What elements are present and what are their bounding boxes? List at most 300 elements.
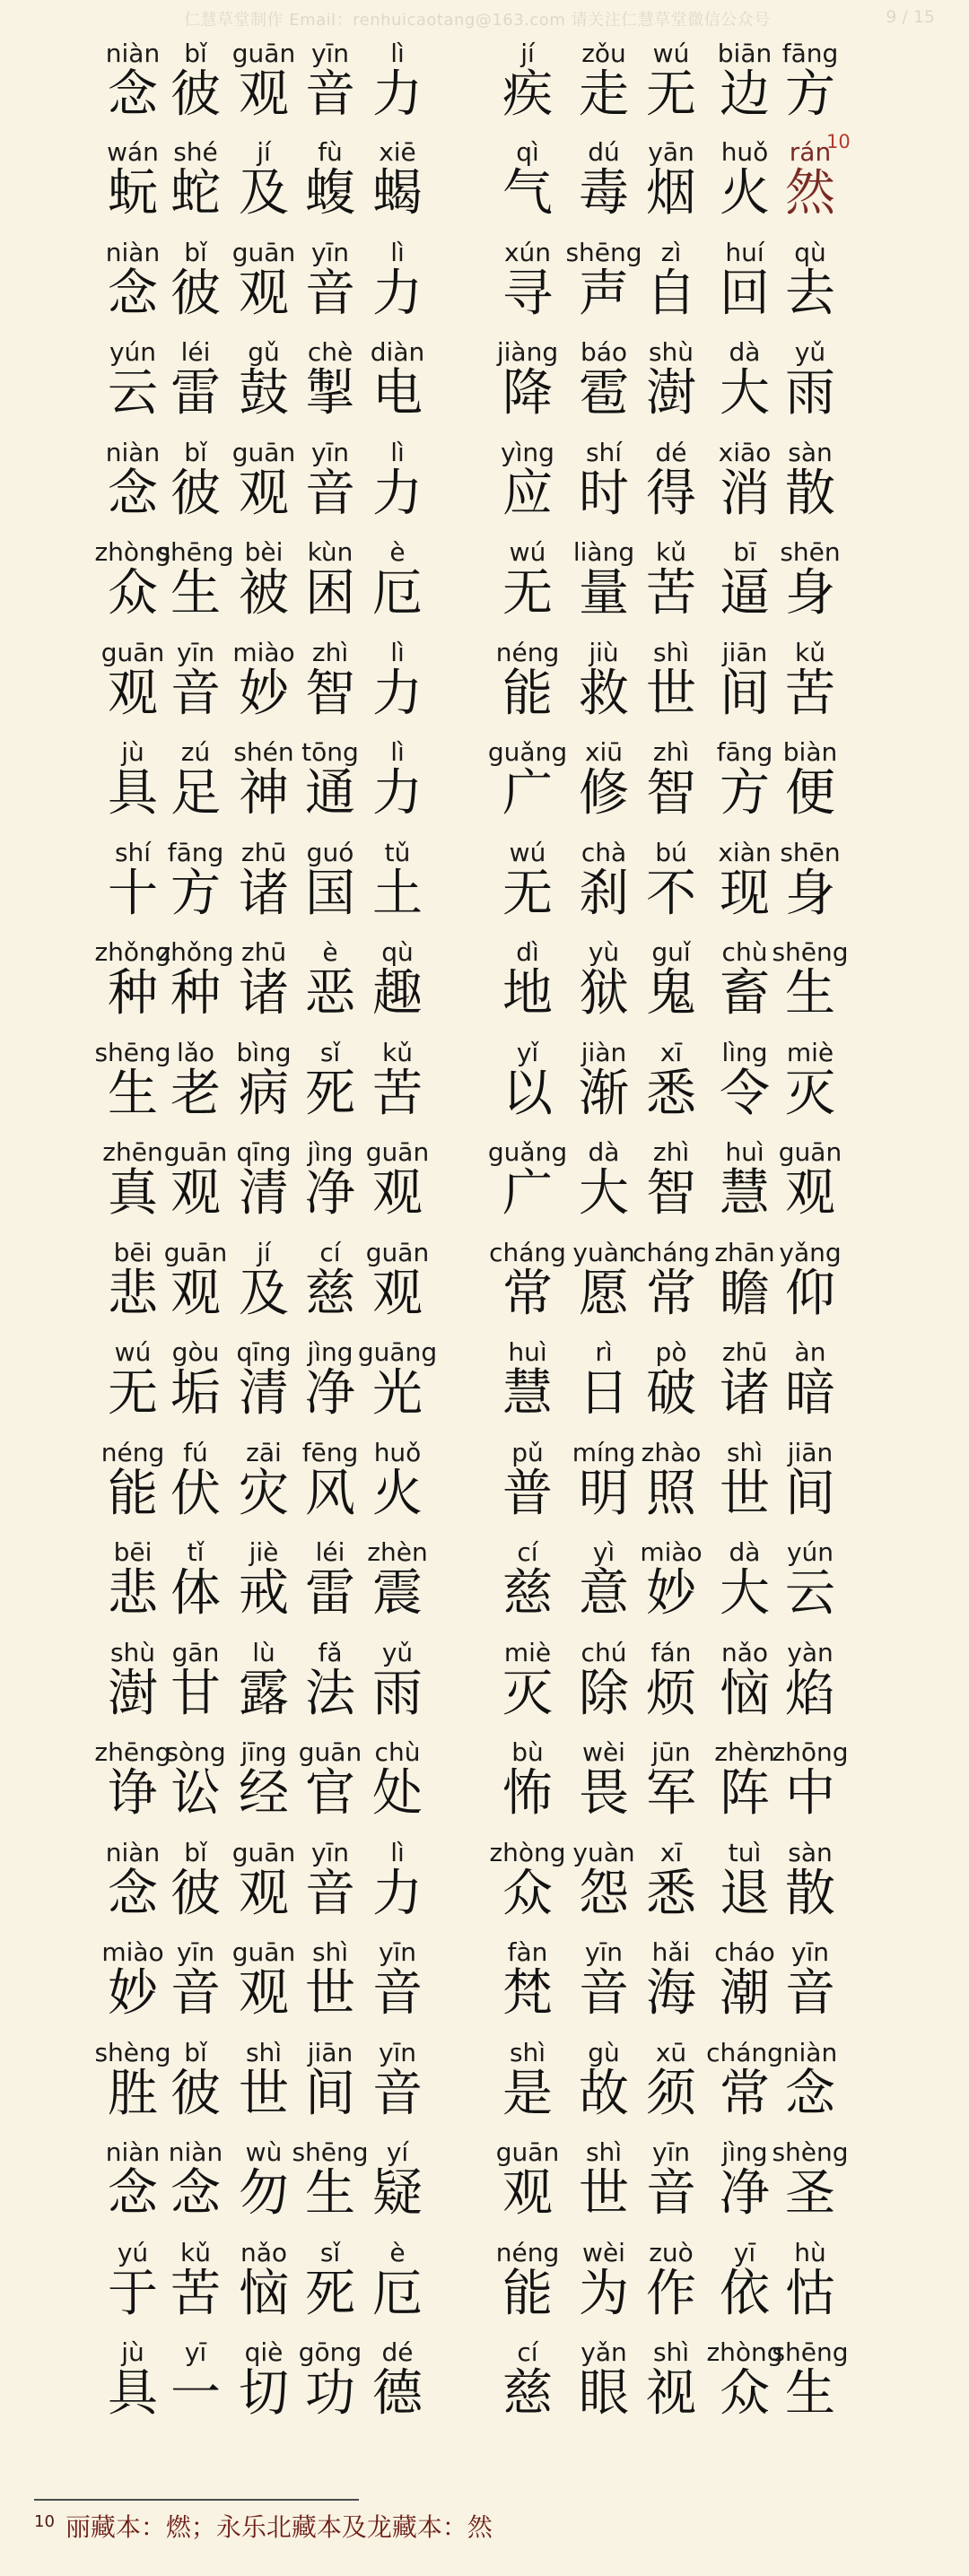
hanzi: 彼 <box>170 464 221 523</box>
pinyin: yīn <box>378 1937 417 1967</box>
pinyin: yù <box>588 937 620 967</box>
pinyin: lǎo <box>176 1037 215 1067</box>
hanzi: 烦 <box>646 1664 696 1723</box>
pinyin: guǐ <box>651 937 691 967</box>
hanzi: 清 <box>239 1364 289 1423</box>
hanzi: 不 <box>646 864 696 923</box>
verse-row <box>0 1335 969 1435</box>
verse-row <box>0 1935 969 2035</box>
hanzi: 观 <box>108 664 158 723</box>
pinyin: fán <box>650 1637 692 1667</box>
hanzi: 间 <box>720 664 770 723</box>
hanzi: 德 <box>372 2364 423 2423</box>
footnote-reference: 10 <box>826 131 851 152</box>
pinyin: shí <box>585 437 623 467</box>
pinyin: jiān <box>307 2037 354 2067</box>
pinyin: yīn <box>310 39 350 68</box>
pinyin: xū <box>655 2037 687 2067</box>
pinyin: yīn <box>584 1937 624 1967</box>
verse-row <box>0 2035 969 2136</box>
footnote-number: 10 <box>34 2511 55 2531</box>
pinyin: fāng <box>716 737 773 767</box>
pinyin: bú <box>655 837 687 867</box>
hanzi: 病 <box>239 1064 289 1123</box>
hanzi: 彼 <box>170 65 221 124</box>
hanzi: 观 <box>239 65 289 124</box>
hanzi: 老 <box>170 1064 221 1123</box>
verse-row <box>0 1135 969 1235</box>
hanzi: 气 <box>502 164 553 222</box>
hanzi: 净 <box>305 1364 355 1423</box>
hanzi: 依 <box>720 2264 770 2323</box>
pinyin: rì <box>595 1337 613 1367</box>
hanzi: 是 <box>502 2064 553 2123</box>
pinyin: guān <box>495 2137 560 2167</box>
pinyin: jí <box>257 137 271 167</box>
hanzi: 具 <box>108 764 158 822</box>
pinyin: bēi <box>113 1537 153 1567</box>
pinyin: shēng <box>772 2337 849 2367</box>
pinyin: zhān <box>714 1237 775 1267</box>
hanzi: 妙 <box>239 664 289 723</box>
hanzi: 广 <box>502 1164 553 1223</box>
hanzi: 常 <box>502 1264 553 1323</box>
pinyin: yǐ <box>516 1037 539 1067</box>
hanzi: 渐 <box>579 1064 629 1123</box>
hanzi: 广 <box>502 764 553 822</box>
hanzi: 雨 <box>372 1664 423 1723</box>
pinyin: miè <box>786 1037 834 1067</box>
hanzi: 音 <box>579 1964 629 2023</box>
pinyin: jiè <box>249 1537 279 1567</box>
hanzi: 散 <box>785 464 835 523</box>
hanzi: 观 <box>372 1264 423 1323</box>
pinyin: miào <box>232 637 295 667</box>
pinyin: shēn <box>780 837 841 867</box>
pinyin: yún <box>786 1537 834 1567</box>
hanzi: 蝎 <box>372 164 423 222</box>
pinyin: zhēng <box>94 1737 171 1767</box>
hanzi: 生 <box>785 2364 835 2423</box>
hanzi: 退 <box>720 1864 770 1923</box>
hanzi: 慈 <box>502 1564 553 1623</box>
pinyin: yún <box>109 337 157 367</box>
pinyin: zhào <box>641 1437 702 1467</box>
hanzi: 胜 <box>108 2064 158 2123</box>
hanzi: 风 <box>305 1464 355 1523</box>
pinyin: shì <box>509 2037 546 2067</box>
hanzi: 梵 <box>502 1964 553 2023</box>
pinyin: è <box>322 937 338 967</box>
hanzi: 悉 <box>646 1064 696 1123</box>
pinyin: shèng <box>94 2037 171 2067</box>
hanzi: 厄 <box>372 2264 423 2323</box>
pinyin: báo <box>580 337 628 367</box>
pinyin: qù <box>381 937 414 967</box>
hanzi: 震 <box>372 1564 423 1623</box>
pinyin: guān <box>231 437 296 467</box>
hanzi: 死 <box>305 2264 355 2323</box>
hanzi: 军 <box>646 1764 696 1823</box>
hanzi: 畜 <box>720 964 770 1023</box>
pinyin: zhì <box>652 1137 690 1167</box>
hanzi: 于 <box>108 2264 158 2323</box>
pinyin: bèi <box>244 537 284 567</box>
pinyin: wú <box>652 39 690 68</box>
pinyin: zǒu <box>581 39 626 68</box>
hanzi: 念 <box>108 2164 158 2223</box>
pinyin: huǒ <box>720 137 769 167</box>
verse-row <box>0 535 969 635</box>
hanzi: 力 <box>372 1864 423 1923</box>
hanzi: 厄 <box>372 564 423 622</box>
pinyin: néng <box>100 1437 165 1467</box>
hanzi: 智 <box>305 664 355 723</box>
pinyin: jù <box>121 737 144 767</box>
hanzi: 澍 <box>646 364 696 422</box>
pinyin: lù <box>252 1637 275 1667</box>
hanzi: 音 <box>305 264 355 323</box>
hanzi: 作 <box>646 2264 696 2323</box>
hanzi: 无 <box>108 1364 158 1423</box>
pinyin: léi <box>180 337 211 367</box>
pinyin: niàn <box>105 2137 161 2167</box>
hanzi: 十 <box>108 864 158 923</box>
hanzi: 去 <box>785 264 835 323</box>
hanzi: 方 <box>785 65 835 124</box>
pinyin: jūn <box>651 1737 691 1767</box>
hanzi: 眼 <box>579 2364 629 2423</box>
hanzi: 法 <box>305 1664 355 1723</box>
hanzi: 观 <box>239 464 289 523</box>
hanzi: 伏 <box>170 1464 221 1523</box>
pinyin: sòng <box>165 1737 226 1767</box>
hanzi: 及 <box>239 1264 289 1323</box>
pinyin: zú <box>180 737 211 767</box>
hanzi: 悲 <box>108 1564 158 1623</box>
hanzi: 便 <box>785 764 835 822</box>
hanzi: 讼 <box>170 1764 221 1823</box>
pinyin: shì <box>585 2137 623 2167</box>
pinyin: guǎng <box>487 1137 568 1167</box>
hanzi: 诸 <box>239 864 289 923</box>
hanzi: 大 <box>720 364 770 422</box>
verse-row <box>0 135 969 235</box>
hanzi: 须 <box>646 2064 696 2123</box>
verse-row <box>0 2235 969 2336</box>
pinyin: niàn <box>168 2137 223 2167</box>
hanzi: 种 <box>170 964 221 1023</box>
pinyin: tōng <box>301 737 359 767</box>
hanzi: 能 <box>502 664 553 723</box>
pinyin: lì <box>390 39 405 68</box>
hanzi: 量 <box>579 564 629 622</box>
pinyin: kǔ <box>656 537 686 567</box>
hanzi: 阵 <box>720 1764 770 1823</box>
hanzi: 困 <box>305 564 355 622</box>
hanzi: 观 <box>372 1164 423 1223</box>
hanzi: 火 <box>372 1464 423 1523</box>
hanzi: 真 <box>108 1164 158 1223</box>
pinyin: yān <box>648 137 694 167</box>
pinyin: xiàn <box>718 837 772 867</box>
pinyin: chà <box>581 837 627 867</box>
hanzi: 恼 <box>720 1664 770 1723</box>
hanzi: 怨 <box>579 1864 629 1923</box>
hanzi: 散 <box>785 1864 835 1923</box>
pinyin: huí <box>725 237 764 267</box>
pinyin: nǎo <box>240 2237 288 2267</box>
hanzi: 瞻 <box>720 1264 770 1323</box>
pinyin: yǎn <box>581 2337 627 2367</box>
hanzi: 常 <box>646 1264 696 1323</box>
hanzi: 中 <box>785 1764 835 1823</box>
hanzi: 时 <box>579 464 629 523</box>
pinyin: dé <box>381 2337 414 2367</box>
hanzi: 观 <box>239 1964 289 2023</box>
pinyin: guǎng <box>487 737 568 767</box>
pinyin: sàn <box>788 1837 833 1867</box>
hanzi: 狱 <box>579 964 629 1023</box>
hanzi: 念 <box>108 264 158 323</box>
hanzi: 戒 <box>239 1564 289 1623</box>
hanzi: 雷 <box>305 1564 355 1623</box>
pinyin: cháo <box>714 1937 775 1967</box>
pinyin: yǔ <box>794 337 826 367</box>
pinyin: wèi <box>582 2237 625 2267</box>
hanzi: 慧 <box>502 1364 553 1423</box>
pinyin: guān <box>365 1137 430 1167</box>
pinyin: zhì <box>652 737 690 767</box>
hanzi: 体 <box>170 1564 221 1623</box>
hanzi: 疑 <box>372 2164 423 2223</box>
pinyin: jìng <box>307 1137 354 1167</box>
verse-row <box>0 2335 969 2435</box>
hanzi: 苦 <box>372 1064 423 1123</box>
hanzi: 念 <box>108 65 158 124</box>
hanzi: 力 <box>372 464 423 523</box>
hanzi: 方 <box>720 764 770 822</box>
hanzi: 彼 <box>170 2064 221 2123</box>
pinyin: jìng <box>721 2137 768 2167</box>
pinyin: zhū <box>240 937 287 967</box>
hanzi: 明 <box>579 1464 629 1523</box>
pinyin: xī <box>659 1837 683 1867</box>
pinyin: zhū <box>240 837 287 867</box>
hanzi: 观 <box>170 1164 221 1223</box>
pinyin: chè <box>307 337 354 367</box>
hanzi: 潮 <box>720 1964 770 2023</box>
pinyin: lì <box>390 1837 405 1867</box>
pinyin: tǐ <box>187 1537 205 1567</box>
pinyin: wú <box>509 537 546 567</box>
pinyin: bǐ <box>184 437 207 467</box>
verse-row <box>0 1635 969 1736</box>
pinyin: tuì <box>728 1837 762 1867</box>
pinyin: dé <box>655 437 687 467</box>
pinyin: jù <box>121 2337 144 2367</box>
hanzi: 具 <box>108 2364 158 2423</box>
pinyin: jiān <box>787 1437 834 1467</box>
hanzi: 国 <box>305 864 355 923</box>
hanzi: 雹 <box>579 364 629 422</box>
pinyin: qiè <box>244 2337 284 2367</box>
verse-row <box>0 1035 969 1136</box>
pinyin: guān <box>231 1937 296 1967</box>
hanzi: 观 <box>239 264 289 323</box>
pinyin: dà <box>729 337 761 367</box>
hanzi: 无 <box>502 864 553 923</box>
hanzi: 诤 <box>108 1764 158 1823</box>
hanzi: 方 <box>170 864 221 923</box>
hanzi: 边 <box>720 65 770 124</box>
pinyin: gān <box>171 1637 220 1667</box>
pinyin: niàn <box>105 437 161 467</box>
pinyin: bù <box>511 1737 544 1767</box>
pinyin: yīn <box>176 637 215 667</box>
pinyin: gù <box>588 2037 620 2067</box>
hanzi: 以 <box>502 1064 553 1123</box>
hanzi: 通 <box>305 764 355 822</box>
pinyin: dú <box>588 137 620 167</box>
hanzi: 众 <box>108 564 158 622</box>
footnote-text: 丽藏本：燃；永乐北藏本及龙藏本：然 <box>65 2512 493 2542</box>
pinyin: bǐ <box>184 1837 207 1867</box>
pinyin: miào <box>101 1937 164 1967</box>
pinyin: zhǒng <box>157 937 234 967</box>
hanzi: 清 <box>239 1164 289 1223</box>
pinyin: dà <box>588 1137 620 1167</box>
hanzi: 甘 <box>170 1664 221 1723</box>
hanzi: 雨 <box>785 364 835 422</box>
pinyin: zhōng <box>772 1737 849 1767</box>
hanzi: 消 <box>720 464 770 523</box>
hanzi: 蛇 <box>170 164 221 222</box>
pinyin: huì <box>508 1337 547 1367</box>
hanzi: 间 <box>305 2064 355 2123</box>
pinyin: miè <box>503 1637 552 1667</box>
hanzi: 悉 <box>646 1864 696 1923</box>
hanzi: 被 <box>239 564 289 622</box>
hanzi: 趣 <box>372 964 423 1023</box>
pinyin: zhòng <box>489 1837 566 1867</box>
hanzi: 音 <box>646 2164 696 2223</box>
hanzi: 彼 <box>170 1864 221 1923</box>
pinyin: niàn <box>105 237 161 267</box>
hanzi: 诸 <box>720 1364 770 1423</box>
pinyin: shēng <box>94 1037 171 1067</box>
hanzi: 常 <box>720 2064 770 2123</box>
hanzi: 生 <box>305 2164 355 2223</box>
hanzi: 勿 <box>239 2164 289 2223</box>
pinyin: shēng <box>292 2137 369 2167</box>
pinyin: dà <box>729 1537 761 1567</box>
pinyin: niàn <box>105 1837 161 1867</box>
pinyin: guān <box>231 237 296 267</box>
pinyin: yǎng <box>779 1237 842 1267</box>
pinyin: yīn <box>651 2137 691 2167</box>
hanzi: 能 <box>108 1464 158 1523</box>
hanzi: 地 <box>502 964 553 1023</box>
pinyin: guān <box>365 1237 430 1267</box>
pinyin: guān <box>231 1837 296 1867</box>
hanzi: 慈 <box>305 1264 355 1323</box>
hanzi: 观 <box>170 1264 221 1323</box>
pinyin: kǔ <box>382 1037 413 1067</box>
pinyin: bǐ <box>184 237 207 267</box>
footnote-divider <box>34 2499 359 2501</box>
pinyin: yīn <box>176 1937 215 1967</box>
hanzi: 神 <box>239 764 289 822</box>
hanzi: 恶 <box>305 964 355 1023</box>
pinyin: shù <box>648 337 694 367</box>
pinyin: wèi <box>582 1737 625 1767</box>
pinyin: shì <box>245 2037 283 2067</box>
hanzi: 灭 <box>785 1064 835 1123</box>
verse-row <box>0 735 969 835</box>
hanzi: 音 <box>372 2064 423 2123</box>
verse-row <box>0 235 969 335</box>
verse-row <box>0 1235 969 1336</box>
pinyin: lìng <box>721 1037 768 1067</box>
verse-row <box>0 2135 969 2235</box>
pinyin: yí <box>386 2137 409 2167</box>
hanzi: 力 <box>372 664 423 723</box>
hanzi: 观 <box>502 2164 553 2223</box>
hanzi: 智 <box>646 764 696 822</box>
pinyin: guān <box>778 1137 842 1167</box>
hanzi: 生 <box>108 1064 158 1123</box>
pinyin: shēng <box>157 537 234 567</box>
pinyin: kùn <box>307 537 354 567</box>
pinyin: zhèn <box>367 1537 428 1567</box>
hanzi: 力 <box>372 65 423 124</box>
pinyin: è <box>389 2237 406 2267</box>
hanzi: 得 <box>646 464 696 523</box>
hanzi: 众 <box>720 2364 770 2423</box>
hanzi: 世 <box>646 664 696 723</box>
hanzi: 音 <box>785 1964 835 2023</box>
hanzi: 寻 <box>502 264 553 323</box>
pinyin: qīng <box>236 1137 292 1167</box>
pinyin: zāi <box>246 1437 282 1467</box>
page-header <box>0 0 969 36</box>
hanzi: 种 <box>108 964 158 1023</box>
hanzi: 毒 <box>579 164 629 222</box>
pinyin: lì <box>390 237 405 267</box>
pinyin: gǔ <box>248 337 280 367</box>
verse-row <box>0 1735 969 1835</box>
pinyin: yīn <box>378 2037 417 2067</box>
pinyin: fú <box>183 1437 208 1467</box>
pinyin: zhèn <box>714 1737 775 1767</box>
pinyin: chú <box>581 1637 627 1667</box>
pinyin: qīng <box>236 1337 292 1367</box>
pinyin: zhì <box>311 637 349 667</box>
hanzi: 除 <box>579 1664 629 1723</box>
verse-row <box>0 835 969 936</box>
hanzi: 鬼 <box>646 964 696 1023</box>
pinyin: tǔ <box>384 837 411 867</box>
pinyin: wù <box>245 2137 283 2167</box>
hanzi: 妙 <box>108 1964 158 2023</box>
hanzi: 垢 <box>170 1364 221 1423</box>
hanzi: 故 <box>579 2064 629 2123</box>
hanzi: 应 <box>502 464 553 523</box>
hanzi: 苦 <box>785 664 835 723</box>
pinyin: gōng <box>298 2337 362 2367</box>
verse-row <box>0 36 969 135</box>
